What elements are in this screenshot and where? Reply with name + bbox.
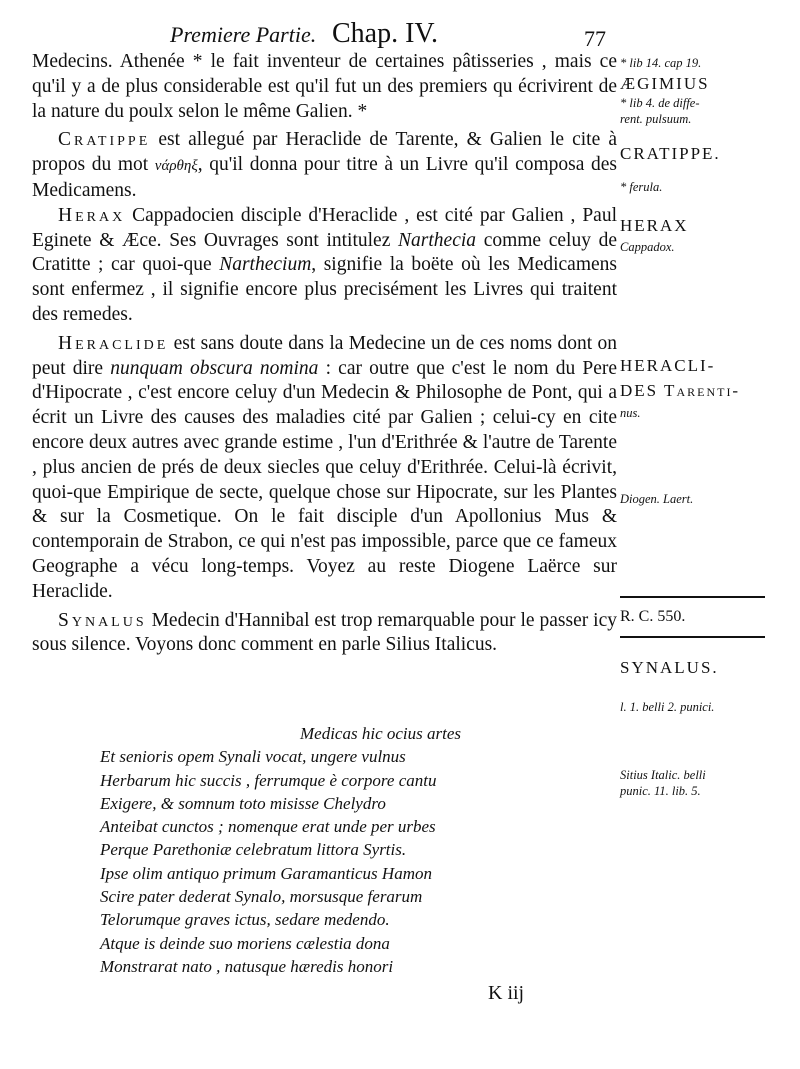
margin-note: punic. 11. lib. 5. xyxy=(620,784,701,798)
p4-text-b: : car outre que c'est le nom du Pere d'Hipocrate , c'est encore celuy d'un Medecin & Philosophe de Pont, qui a écrit un Livre des causes des maladies cité par Galien ; celui-cy en cite encore deux autres avec grande estime , l'un d'Erithrée & l'autre de Tarente , plus ancien de prés de deux siecles que celuy d'Erithrée. Celui-là écrivit, quoi-que Empirique de secte, quelque chose sur Hipocrate, sur les Plantes & sur la Cosmetique. On le fait disciple d'un Apollonius Mus & contemporain de Strabon, ce qui n'est pas impossible, parce que ce fameux Geographe a vécu long-temps. Voyez au reste Diogene Laërce sur Heraclide. xyxy=(32,357,617,602)
p1-text-a: Medecins. Athenée xyxy=(32,51,185,72)
verse-line: Perque Parethoniæ celebratum littora Syrtis. xyxy=(100,840,407,860)
margin-note: CRATIPPE. xyxy=(620,144,721,163)
running-header xyxy=(170,18,610,50)
name-herax: Herax xyxy=(58,204,126,226)
margin-note: nus. xyxy=(620,406,641,420)
margin-note: l. 1. belli 2. punici. xyxy=(620,700,715,714)
main-text xyxy=(32,50,617,658)
p3-text-c: , signifie la boëte où les Medicamens sont enfermez , il signifie encore plus precisément les Livres qui traitent des remedes. xyxy=(32,254,617,325)
margin-note: * lib 4. de diffe- xyxy=(620,96,700,110)
greek-word: νάρθηξ xyxy=(154,158,198,175)
verse-line: Exigere, & somnum toto misisse Chelydro xyxy=(100,793,386,813)
margin-note: * lib 14. cap 19. xyxy=(620,56,702,70)
latin-quote: nunquam obscura nomina xyxy=(110,357,319,379)
paragraph-synalus xyxy=(32,609,617,659)
title-narthecium: Narthecium xyxy=(219,254,312,276)
footnote-marker: * xyxy=(192,51,203,72)
margin-note: Cappadox. xyxy=(620,240,675,254)
name-synalus: Synalus xyxy=(58,609,147,631)
part-title: Premiere Partie. xyxy=(170,22,317,47)
footnote-marker: * xyxy=(357,100,368,122)
name-heraclide: Heraclide xyxy=(58,332,169,354)
p2-text-a: est allegué par Heraclide de Tarente, & Galien le cite à propos du mot xyxy=(32,129,618,176)
margin-note: SYNALUS. xyxy=(620,658,719,677)
margin-note: rent. pulsuum. xyxy=(620,112,692,126)
p2-text-b: , qu'il donna pour titre à un Livre qu'il composa des Medicamens. xyxy=(32,154,617,201)
paragraph-cratippe xyxy=(32,128,617,203)
verse-line: Monstrarat nato , natusque hæredis honori xyxy=(100,956,394,976)
margin-note: HERAX xyxy=(620,216,689,235)
p5-text-a: Medecin d'Hannibal est trop remarquable pour le passer icy sous silence. Voyons donc comment en parle Silius Italicus. xyxy=(32,609,617,656)
margin-note: DES Tarenti- xyxy=(620,381,741,400)
paragraph-1 xyxy=(32,50,617,124)
verse-line: Medicas hic ocius artes xyxy=(300,724,461,743)
verse-line: Et senioris opem Synali vocat, ungere vulnus xyxy=(100,747,406,767)
verse-line: Anteibat cunctos ; nomenque erat unde per urbes xyxy=(100,817,436,837)
signature-mark: K iij xyxy=(488,982,525,1004)
margin-note: * ferula. xyxy=(620,180,663,194)
latin-verse-quotation xyxy=(100,722,520,978)
verse-line: Atque is deinde suo moriens cælestia dona xyxy=(100,933,390,953)
margin-note: HERACLI- xyxy=(620,356,716,375)
paragraph-heraclide xyxy=(32,332,617,605)
chapter-title: Chap. IV. xyxy=(332,18,439,49)
verse-line: Herbarum hic succis , ferrumque è corpore cantu xyxy=(100,770,437,790)
page-number: 77 xyxy=(584,26,606,51)
name-cratippe: Cratippe xyxy=(58,129,151,151)
p4-text-a: est sans doute dans la Medecine un de ces noms dont on peut dire xyxy=(32,332,617,379)
p3-text-b: comme celuy de Cratitte ; car quoi-que xyxy=(32,229,618,276)
title-narthecia: Narthecia xyxy=(398,229,477,251)
p1-text-b: le fait inventeur de certaines pâtisseries , mais ce qu'il y a de plus considerable est qu'il fut un des premiers qu écrivirent de la nature du poulx selon le même Galien. xyxy=(32,51,617,122)
margin-note: Sitius Italic. belli xyxy=(620,768,706,782)
p3-text-a: Cappadocien disciple d'Heraclide , est cité par Galien , Paul Eginete & Æce. Ses Ouvrages sont intitulez xyxy=(32,204,617,251)
verse-line: Telorumque graves ictus, sedare medendo. xyxy=(100,910,390,930)
margin-note: R. C. 550. xyxy=(620,608,686,625)
margin-note: ÆGIMIUS xyxy=(620,74,710,93)
margin-rule xyxy=(620,636,765,638)
verse-line: Ipse olim antiquo primum Garamanticus Hamon xyxy=(100,863,432,883)
margin-rule xyxy=(620,596,765,598)
verse-line: Scire pater dederat Synalo, morsusque ferarum xyxy=(100,887,423,907)
margin-note: Diogen. Laert. xyxy=(620,492,694,506)
paragraph-herax xyxy=(32,204,617,328)
